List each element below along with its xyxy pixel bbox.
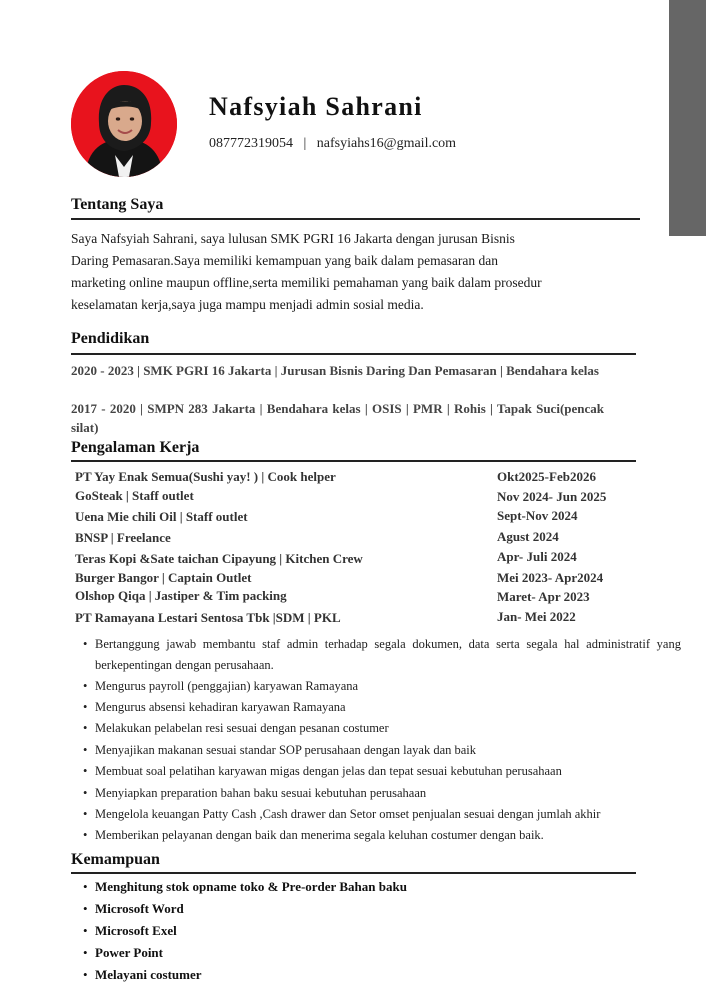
job-title: Uena Mie chili Oil | Staff outlet (75, 509, 248, 524)
responsibility-item: Mengurus payroll (penggajian) karyawan Ramayana (95, 679, 359, 693)
bullet-dot: • (83, 807, 88, 821)
job-title: Olshop Qiqa | Jastiper & Tim packing (75, 588, 287, 603)
responsibility-item: Melakukan pelabelan resi sesuai dengan pesanan costumer (95, 721, 389, 735)
skills-heading: Kemampuan (71, 851, 160, 868)
job-period: Nov 2024- Jun 2025 (497, 489, 607, 504)
experience-divider (71, 460, 636, 462)
side-scroll-tab (669, 0, 706, 236)
profile-photo-illustration (71, 71, 177, 177)
job-title: Teras Kopi &Sate taichan Cipayung | Kitchen Crew (75, 551, 363, 566)
contact-info: 087772319054 | nafsyiahs16@gmail.com (209, 136, 457, 151)
about-line: Saya Nafsyiah Sahrani, saya lulusan SMK PGRI 16 Jakarta dengan jurusan Bisnis (71, 231, 515, 246)
skill-item: Melayani costumer (95, 967, 202, 982)
bullet-dot: • (83, 700, 88, 714)
job-period: Maret- Apr 2023 (497, 589, 590, 604)
responsibility-item: Menyajikan makanan sesuai standar SOP perusahaan dengan layak dan baik (95, 743, 477, 757)
job-title: GoSteak | Staff outlet (75, 488, 194, 503)
bullet-dot: • (83, 786, 88, 800)
bullet-dot: • (83, 721, 88, 735)
responsibility-item: Memberikan pelayanan dengan baik dan menerima segala keluhan costumer dengan baik. (95, 828, 544, 842)
education-entry: 2017 - 2020 | SMPN 283 Jakarta | Bendahara kelas | OSIS | PMR | Rohis | Tapak Suci(pencak silat) (71, 401, 604, 435)
bullet-dot: • (83, 945, 88, 960)
responsibility-item: Menyiapkan preparation bahan baku sesuai kebutuhan perusahaan (95, 786, 427, 800)
experience-heading: Pengalaman Kerja (71, 439, 200, 456)
job-period: Okt2025-Feb2026 (497, 469, 596, 484)
skill-item: Menghitung stok opname toko & Pre-order Bahan baku (95, 879, 407, 894)
responsibility-item: Membuat soal pelatihan karyawan migas dengan jelas dan tepat sesuai kebutuhan perusahaan (95, 764, 562, 778)
job-period: Mei 2023- Apr2024 (497, 570, 604, 585)
bullet-dot: • (83, 637, 88, 651)
education-heading: Pendidikan (71, 330, 150, 347)
bullet-dot: • (83, 901, 88, 916)
bullet-dot: • (83, 764, 88, 778)
bullet-dot: • (83, 967, 88, 982)
skills-divider (71, 872, 636, 874)
skill-item: Microsoft Exel (95, 923, 177, 938)
person-name: Nafsyiah Sahrani (209, 92, 423, 121)
bullet-dot: • (83, 743, 88, 757)
about-line: keselamatan kerja,saya juga mampu menjadi admin sosial media. (71, 297, 424, 312)
skill-item: Power Point (95, 945, 163, 960)
bullet-dot: • (83, 879, 88, 894)
education-divider (71, 353, 636, 355)
responsibility-item: Mengelola keuangan Patty Cash ,Cash drawer dan Setor omset penjualan sesuai dengan jumlah akhir (95, 807, 601, 821)
job-title: PT Yay Enak Semua(Sushi yay! ) | Cook helper (75, 469, 336, 484)
about-heading: Tentang Saya (71, 196, 164, 213)
skill-item: Microsoft Word (95, 901, 184, 916)
bullet-dot: • (83, 923, 88, 938)
job-title: Burger Bangor | Captain Outlet (75, 570, 252, 585)
job-period: Apr- Juli 2024 (497, 549, 577, 564)
responsibility-item: Bertanggung jawab membantu staf admin terhadap segala dokumen, data serta segala hal administratif yang berkepentingan dengan perusahaan. (95, 637, 681, 672)
job-period: Sept-Nov 2024 (497, 508, 578, 523)
job-title: PT Ramayana Lestari Sentosa Tbk |SDM | PKL (75, 610, 341, 625)
bullet-dot: • (83, 828, 88, 842)
bullet-dot: • (83, 679, 88, 693)
responsibility-item: Mengurus absensi kehadiran karyawan Ramayana (95, 700, 346, 714)
job-period: Agust 2024 (497, 529, 559, 544)
about-line: marketing online maupun offline,serta memiliki pemahaman yang baik dalam prosedur (71, 275, 542, 290)
about-divider (71, 218, 640, 220)
education-entry: 2020 - 2023 | SMK PGRI 16 Jakarta | Jurusan Bisnis Daring Dan Pemasaran | Bendahara kelas (71, 363, 599, 378)
profile-photo (71, 71, 177, 177)
about-line: Daring Pemasaran.Saya memiliki kemampuan yang baik dalam pemasaran dan (71, 253, 498, 268)
job-period: Jan- Mei 2022 (497, 609, 576, 624)
job-title: BNSP | Freelance (75, 530, 171, 545)
